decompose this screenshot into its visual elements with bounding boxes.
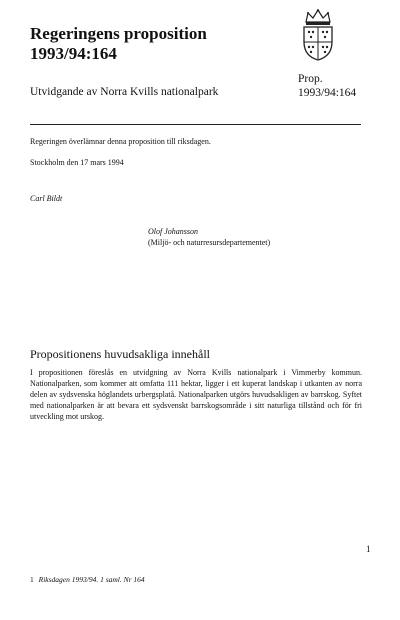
header-divider — [30, 124, 361, 125]
department-name: (Miljö- och naturresursdepartementet) — [148, 238, 271, 247]
signature-primary: Carl Bildt — [30, 194, 63, 203]
summary-body: I propositionen föreslås en utvidgning av Norra Kvills nationalpark i Vimmerby kommun. Nationalparken, som kommer att omfatta 111 hektar, ligger i ett kuperat landskap i utkanten av norra delen av sydsvenska höglandets urbergsplatå. Nationalparken utgörs huvudsakligen av barrskog. Syftet med nationalparken är att bevara ett sydsvenskt barrskogsområde i sitt naturliga tillstånd och för fri utveckling mot urskog. — [30, 368, 362, 421]
page-number: 1 — [366, 544, 371, 554]
prop-label: Prop. — [298, 73, 323, 85]
title-line-2: 1993/94:164 — [30, 44, 117, 63]
signature-secondary: Olof Johansson — [148, 227, 198, 236]
footnote-text: Riksdagen 1993/94. 1 saml. Nr 164 — [38, 575, 145, 584]
document-subtitle: Utvidgande av Norra Kvills nationalpark — [30, 86, 219, 98]
footnote — [30, 575, 145, 584]
title-line-1: Regeringens proposition — [30, 24, 207, 43]
footnote-number: 1 — [30, 575, 34, 584]
document-title — [30, 24, 207, 64]
summary-heading: Propositionens huvudsakliga innehåll — [30, 347, 210, 361]
proposition-reference — [298, 72, 356, 100]
intro-statement: Regeringen överlämnar denna proposition till riksdagen. — [30, 137, 211, 146]
place-date: Stockholm den 17 mars 1994 — [30, 158, 124, 167]
crown-seal-icon — [298, 8, 338, 62]
prop-number: 1993/94:164 — [298, 87, 357, 99]
